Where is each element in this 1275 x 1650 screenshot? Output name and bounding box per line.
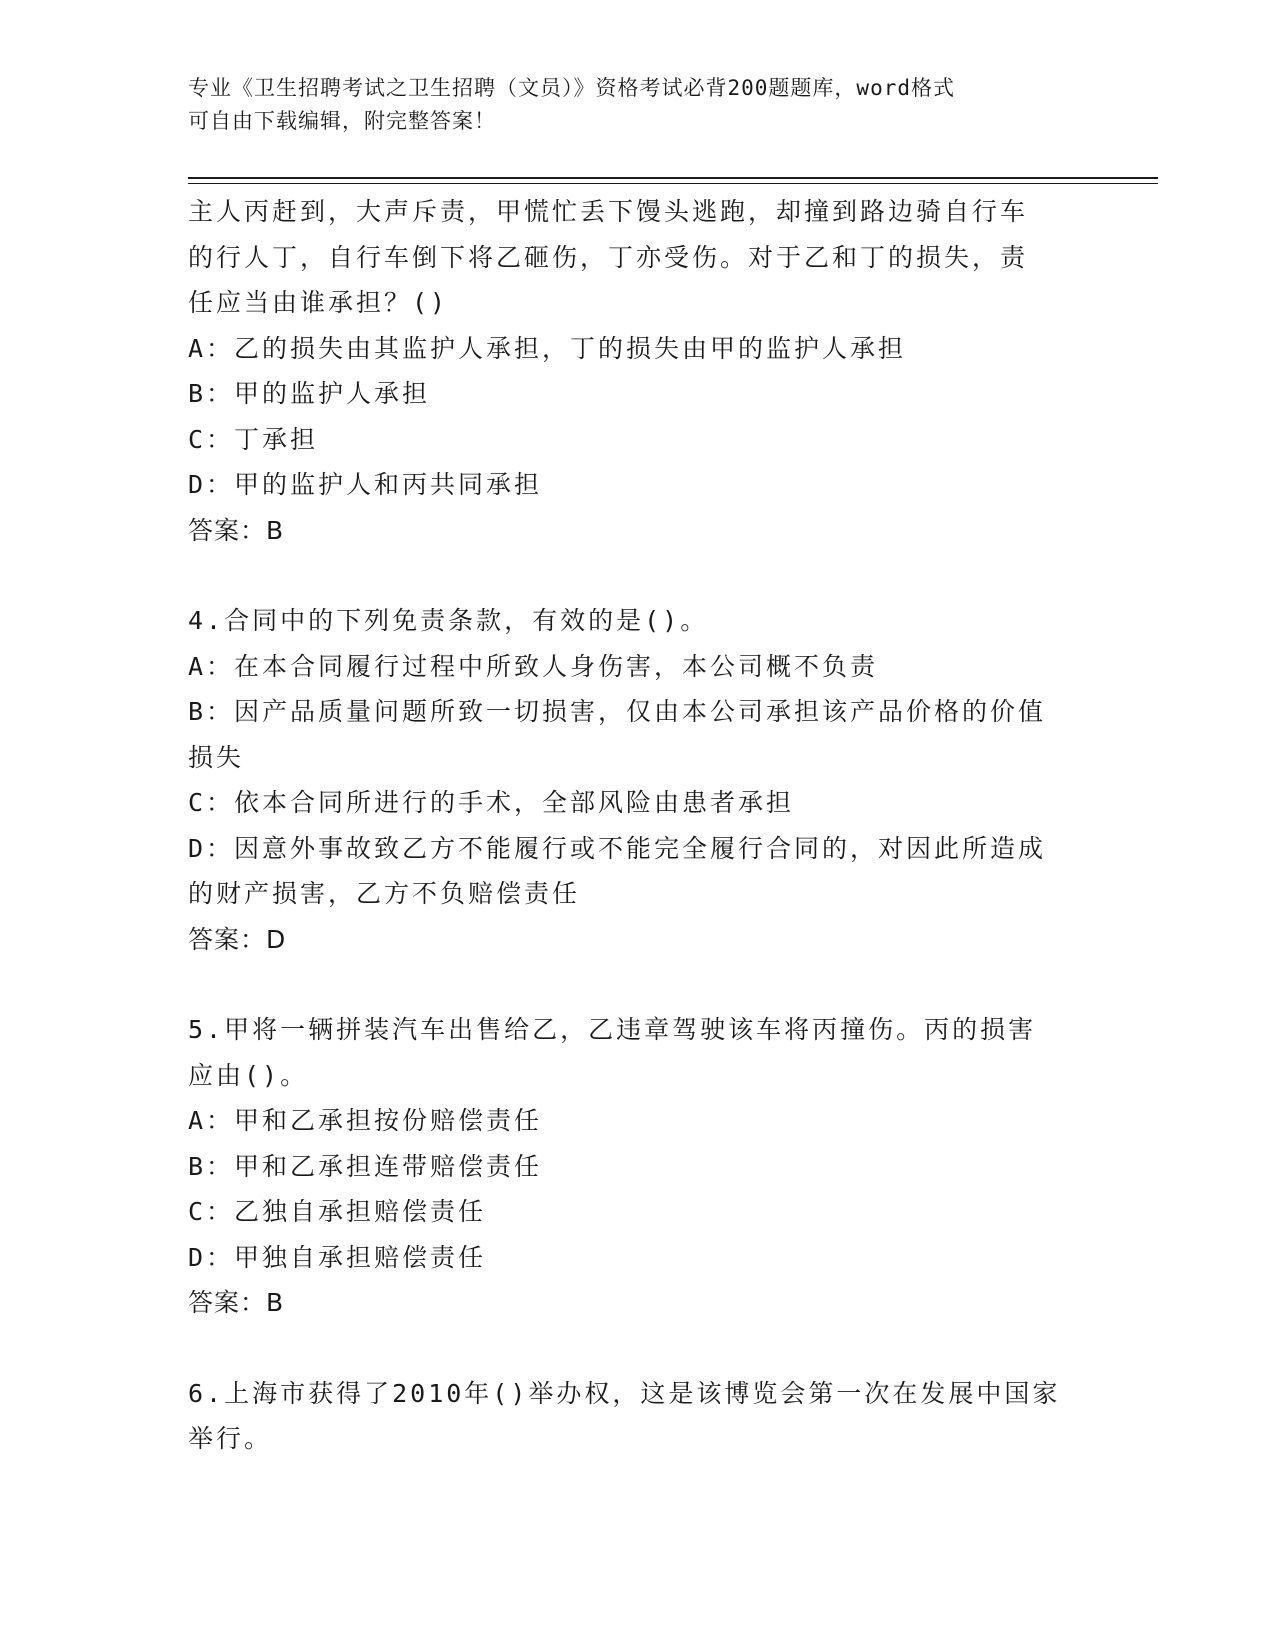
question-3 — [188, 189, 1088, 553]
option-a: A：甲和乙承担按份赔偿责任 — [188, 1106, 543, 1135]
option-b: B：因产品质量问题所致一切损害，仅由本公司承担该产品价格的价值 — [188, 697, 1047, 726]
question-stem-line: 举行。 — [188, 1424, 273, 1453]
header-line-1: 专业《卫生招聘考试之卫生招聘（文员）》资格考试必背200题题库，word格式 — [188, 76, 955, 100]
option-b: B：甲和乙承担连带赔偿责任 — [188, 1151, 543, 1181]
option-d: D：因意外事故致乙方不能履行或不能完全履行合同的，对因此所造成 — [188, 833, 1047, 863]
question-stem-line: 应由()。 — [188, 1060, 309, 1090]
header-divider-thick — [188, 177, 1158, 179]
option-d: D：甲独自承担赔偿责任 — [188, 1242, 487, 1272]
question-stem-line: 主人丙赶到，大声斥责，甲慌忙丢下馒头逃跑，却撞到路边骑自行车 — [188, 197, 1029, 226]
answer-label: 答案：B — [188, 515, 285, 545]
answer-label: 答案：B — [188, 1288, 285, 1317]
option-c: C：丁承担 — [188, 424, 319, 454]
question-4 — [188, 598, 1088, 962]
header-line-2: 可自由下载编辑，附完整答案！ — [188, 109, 496, 133]
document-header — [188, 72, 1088, 138]
question-stem-line: 5.甲将一辆拼装汽车出售给乙，乙违章驾驶该车将丙撞伤。丙的损害 — [188, 1015, 1037, 1044]
question-stem-line: 6.上海市获得了2010年()举办权，这是该博览会第一次在发展中国家 — [188, 1378, 1061, 1408]
option-a: A：在本合同履行过程中所致人身伤害，本公司概不负责 — [188, 651, 879, 681]
option-b-continued: 损失 — [188, 742, 245, 772]
spacer — [188, 1326, 1088, 1371]
question-stem-line: 的行人丁，自行车倒下将乙砸伤，丁亦受伤。对于乙和丁的损失，责 — [188, 242, 1029, 272]
question-stem-line: 任应当由谁承担？() — [188, 288, 449, 317]
spacer — [188, 962, 1088, 1007]
option-c: C：依本合同所进行的手术，全部风险由患者承担 — [188, 788, 795, 817]
option-c: C：乙独自承担赔偿责任 — [188, 1197, 487, 1226]
option-a: A：乙的损失由其监护人承担，丁的损失由甲的监护人承担 — [188, 333, 907, 363]
question-5 — [188, 1007, 1088, 1326]
question-stem-line: 4.合同中的下列免责条款，有效的是()。 — [188, 606, 709, 635]
option-b: B：甲的监护人承担 — [188, 379, 431, 408]
spacer — [188, 553, 1088, 598]
question-6 — [188, 1371, 1088, 1462]
header-divider-thin — [188, 183, 1158, 184]
question-list — [188, 189, 1088, 1462]
answer-label: 答案：D — [188, 924, 287, 954]
option-d-continued: 的财产损害，乙方不负赔偿责任 — [188, 879, 581, 908]
option-d: D：甲的监护人和丙共同承担 — [188, 470, 543, 499]
